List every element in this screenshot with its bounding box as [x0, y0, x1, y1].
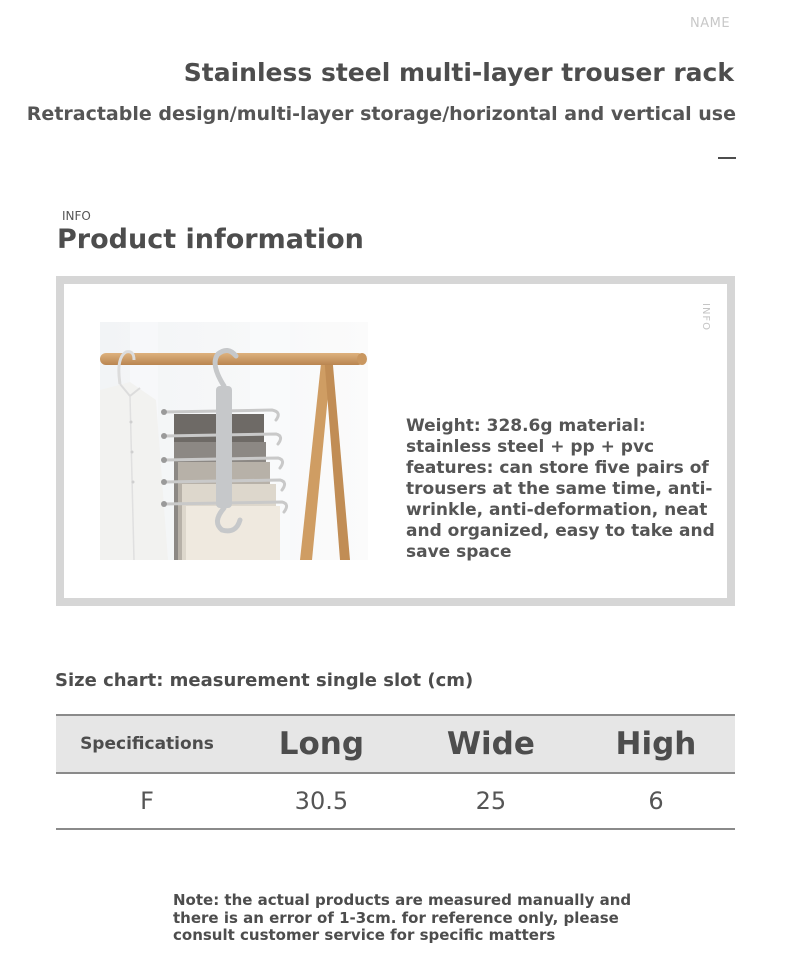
cell-long: 30.5 [238, 773, 405, 829]
measurement-note: Note: the actual products are measured manually and there is an error of 1-3cm. for reference only, please consult customer service for specific matters [173, 891, 632, 944]
column-header-long: Long [238, 715, 405, 773]
product-photo [100, 322, 368, 560]
info-small-label: INFO [62, 209, 91, 223]
info-heading: Product information [57, 224, 364, 255]
page-title: Stainless steel multi-layer trouser rack [183, 58, 734, 87]
column-header-specifications: Specifications [56, 715, 238, 773]
cell-spec: F [56, 773, 238, 829]
size-chart-table [56, 714, 735, 830]
page-subtitle: Retractable design/multi-layer storage/horizontal and vertical use [26, 103, 736, 125]
table-row [56, 773, 735, 829]
table-header-row [56, 715, 735, 773]
column-header-high: High [577, 715, 735, 773]
title-divider [718, 157, 736, 159]
cell-high: 6 [577, 773, 735, 829]
info-vertical-label: INFO [700, 303, 711, 332]
name-tag: NAME [690, 16, 731, 31]
column-header-wide: Wide [405, 715, 577, 773]
size-chart-title: Size chart: measurement single slot (cm) [55, 670, 474, 691]
cell-wide: 25 [405, 773, 577, 829]
product-description: Weight: 328.6g material: stainless steel + pp + pvc features: can store five pairs of trousers at the same time, anti-wrinkle, anti-deformation, neat and organized, easy to take and save space [406, 416, 715, 562]
